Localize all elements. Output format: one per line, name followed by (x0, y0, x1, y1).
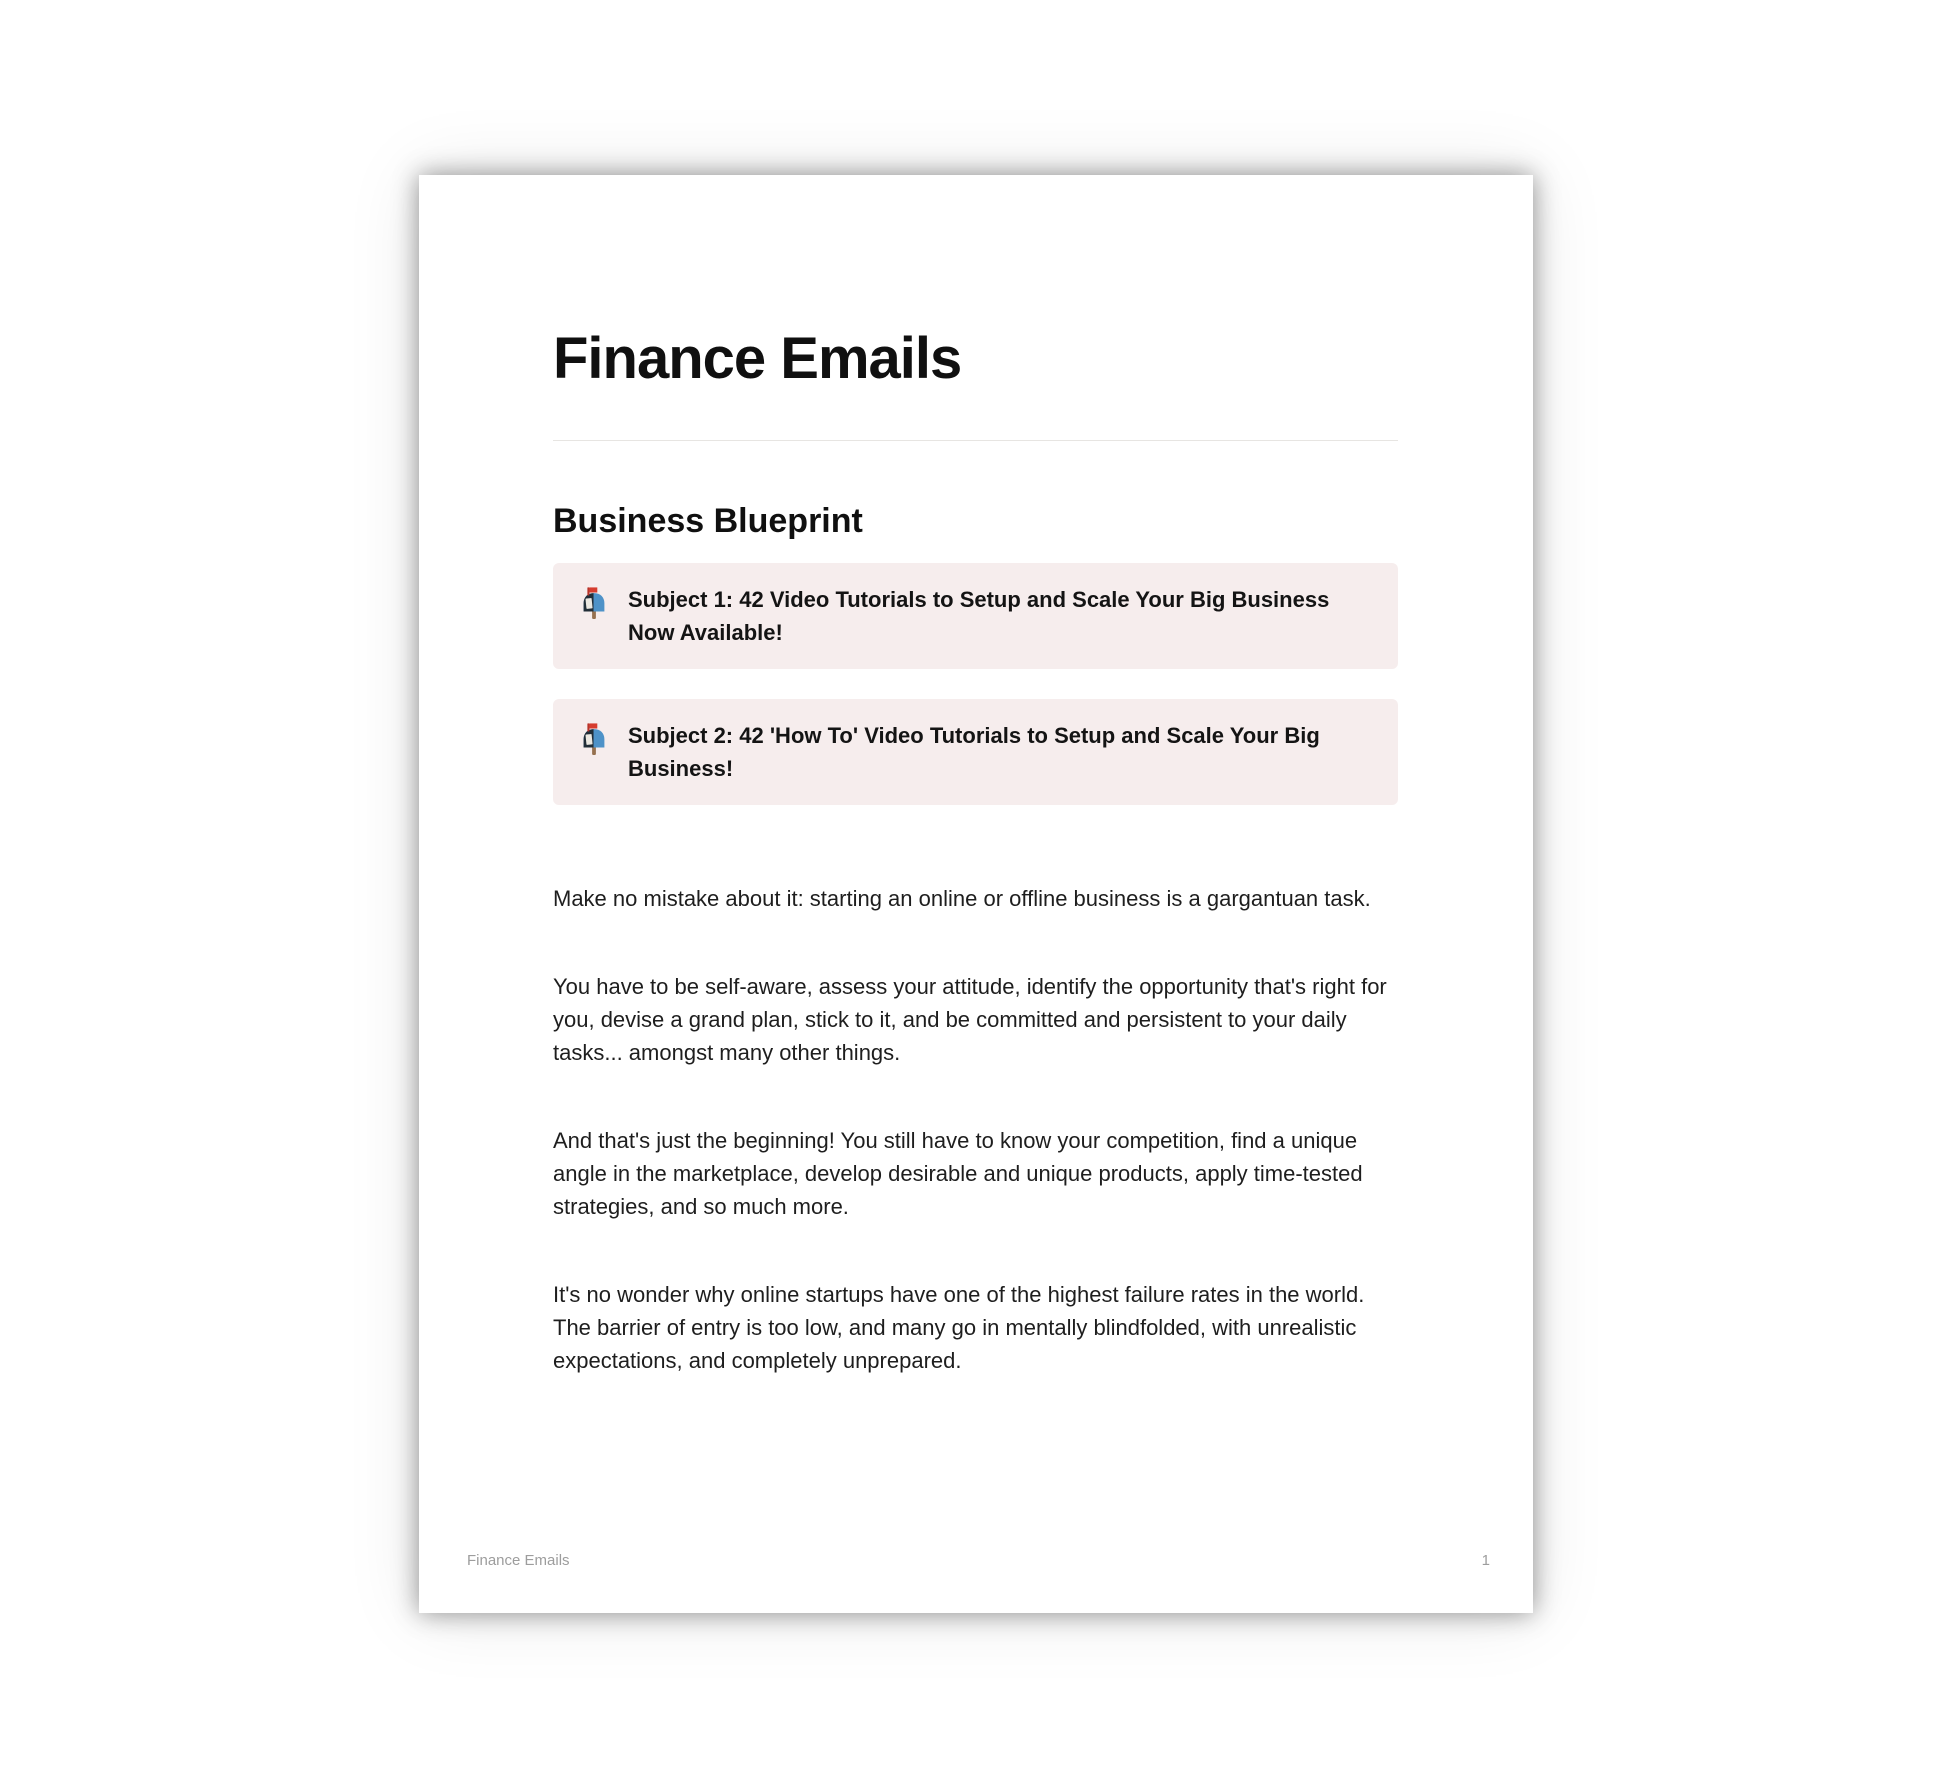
paragraph: It's no wonder why online startups have one of the highest failure rates in the world. The barrier of entry is too low, and many go in mentally blindfolded, with unrealistic expectations, and completely unprepared. (553, 1281, 1365, 1373)
footer-page-number: 1 (1481, 1552, 1490, 1569)
callout-subject-1 (553, 563, 1398, 669)
footer-doc-title: Finance Emails (467, 1552, 570, 1569)
paragraph: Make no mistake about it: starting an online or offline business is a gargantuan task. (553, 885, 1371, 911)
document-page (419, 175, 1533, 1613)
document-content (419, 324, 1533, 1377)
paragraph: You have to be self-aware, assess your attitude, identify the opportunity that's right for you, devise a grand plan, stick to it, and be committed and persistent to your daily tasks... amongst many other things. (553, 973, 1387, 1065)
page-footer (467, 1552, 1490, 1569)
paragraph: And that's just the beginning! You still have to know your competition, find a unique angle in the marketplace, develop desirable and unique products, apply time-tested strategies, and so much more. (553, 1127, 1363, 1219)
title-divider (553, 440, 1398, 441)
page-title: Finance Emails (553, 326, 962, 391)
body-paragraphs (553, 882, 1398, 1377)
mailbox-raised-flag-icon (577, 722, 611, 756)
section-heading: Business Blueprint (553, 501, 863, 540)
callout-subject-2 (553, 699, 1398, 805)
mailbox-raised-flag-icon (577, 586, 611, 620)
callout-text: Subject 2: 42 'How To' Video Tutorials to Setup and Scale Your Big Business! (628, 722, 1320, 781)
callout-text: Subject 1: 42 Video Tutorials to Setup and Scale Your Big Business Now Available! (628, 586, 1330, 645)
